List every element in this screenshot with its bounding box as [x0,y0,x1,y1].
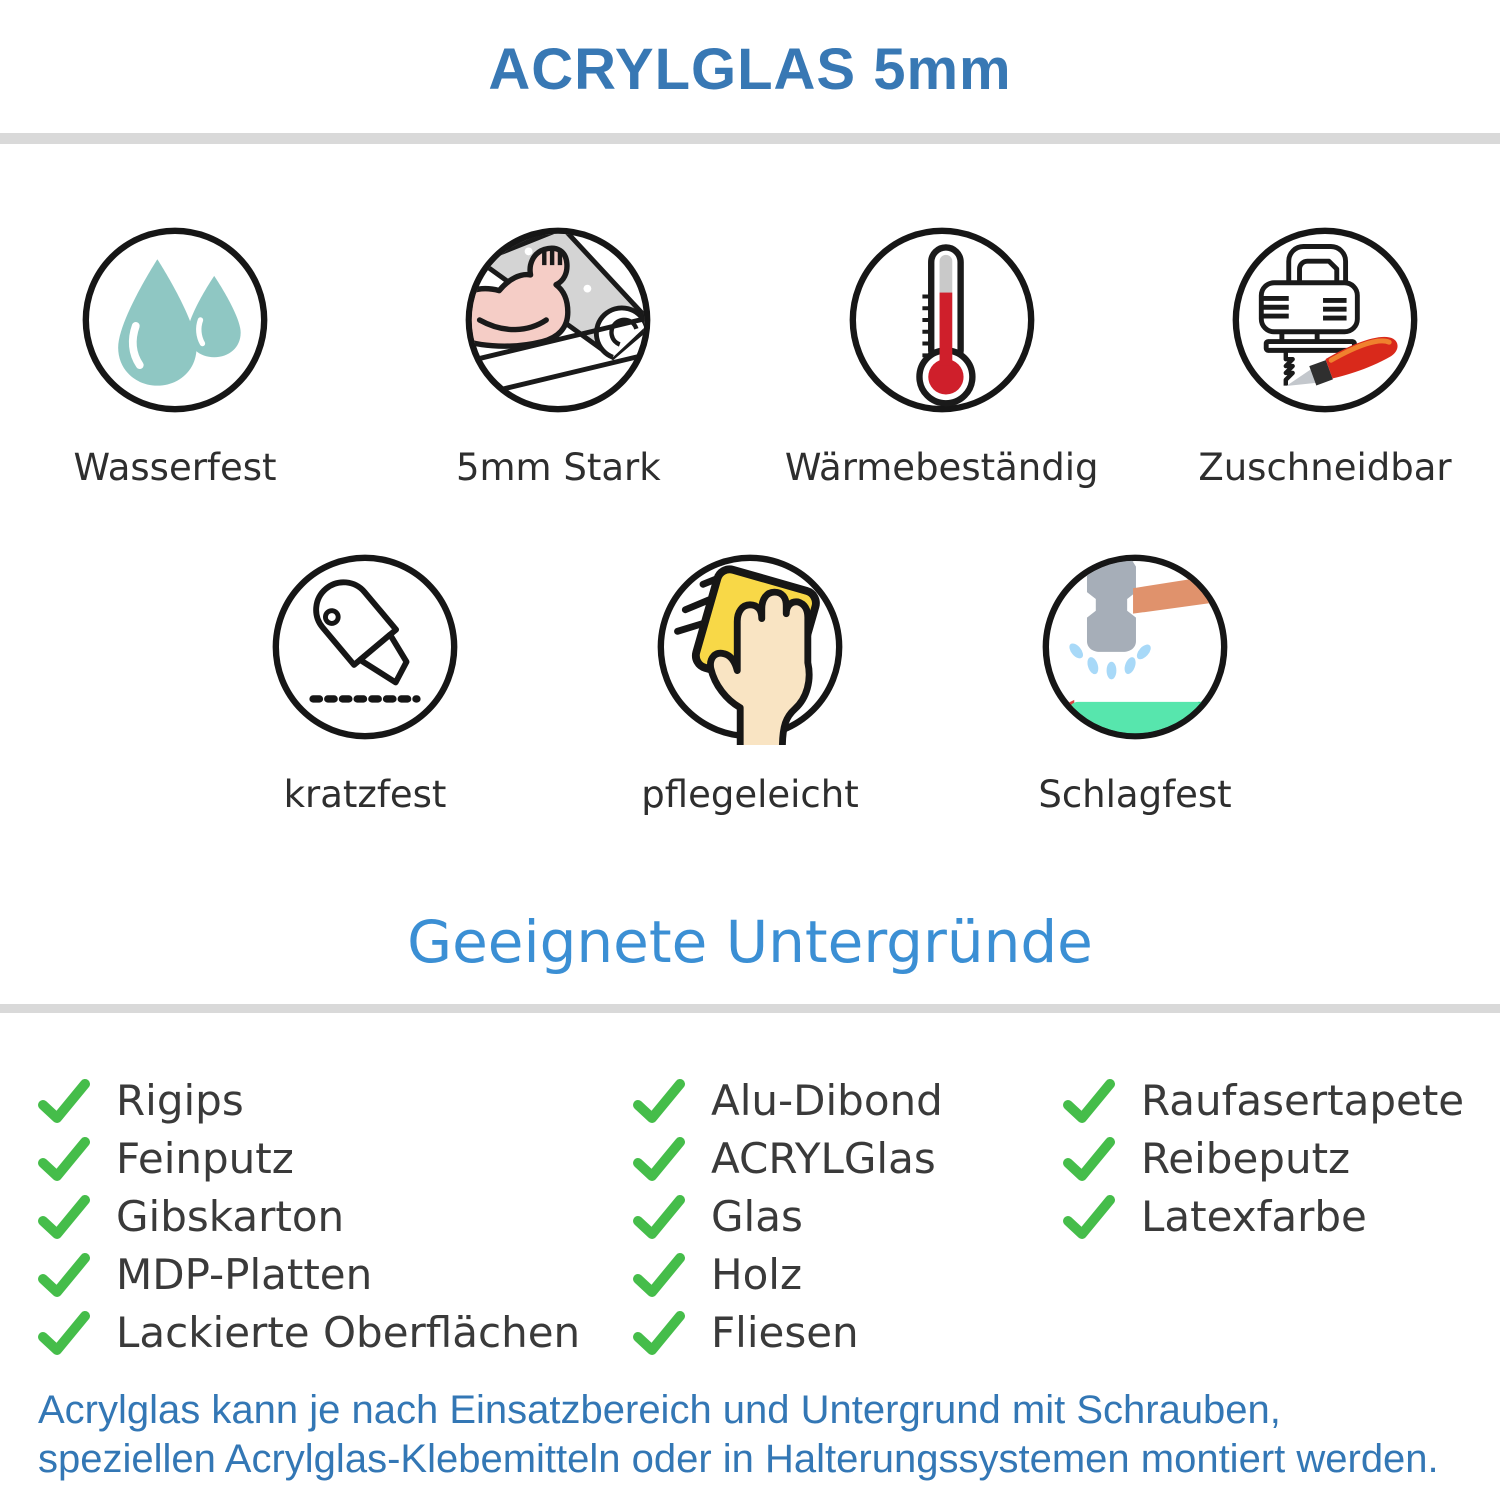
footer-line-2: speziellen Acrylglas-Klebemitteln oder in Halterungssystemen montiert werden. [38,1436,1439,1481]
check-icon [38,1249,90,1301]
substrate-label: Glas [711,1192,803,1242]
substrates-heading: Geeignete Untergründe [407,908,1093,976]
feature-label: Schlagfest [1038,773,1232,816]
substrate-label: Feinputz [116,1134,294,1184]
check-icon [633,1249,685,1301]
feature-label: Wasserfest [73,446,277,489]
substrate-label: Lackierte Oberflächen [116,1308,581,1358]
substrate-item [633,1072,1063,1130]
check-icon [38,1307,90,1359]
substrate-item [633,1246,1063,1304]
hand-wiping-cloth-icon [652,549,848,745]
feature-schlagfest [970,549,1300,816]
features-row-2 [0,549,1500,816]
substrate-item [633,1130,1063,1188]
hammer-impact-icon [1037,549,1233,745]
feature-zuschneidbar [1160,222,1490,489]
check-icon [38,1133,90,1185]
feature-label: 5mm Stark [455,446,661,489]
substrate-label: Gibskarton [116,1192,345,1242]
substrate-label: Holz [711,1250,802,1300]
check-icon [633,1307,685,1359]
substrates-column-1 [38,1072,633,1362]
substrates-column-3 [1063,1072,1500,1362]
substrate-item [38,1188,633,1246]
check-icon [38,1075,90,1127]
feature-label: pflegeleicht [641,773,859,816]
feature-5mm-stark [393,222,723,489]
substrates-column-2 [633,1072,1063,1362]
feature-label: Zuschneidbar [1198,446,1452,489]
page-title: ACRYLGLAS 5mm [488,37,1012,102]
footer-note [38,1386,1500,1484]
substrate-item [633,1304,1063,1362]
check-icon [633,1191,685,1243]
substrate-item [38,1246,633,1304]
jigsaw-cutter-icon [1227,222,1423,418]
feature-kratzfest [200,549,530,816]
substrate-label: Rigips [116,1076,244,1126]
substrate-item [1063,1188,1500,1246]
water-drops-icon [77,222,273,418]
substrates-section [0,1072,1500,1362]
thermometer-icon [844,222,1040,418]
check-icon [1063,1191,1115,1243]
substrate-label: Alu-Dibond [711,1076,943,1126]
substrate-item [1063,1130,1500,1188]
substrate-item [38,1130,633,1188]
substrate-item [633,1188,1063,1246]
substrate-label: Latexfarbe [1141,1192,1367,1242]
features-row-1 [0,222,1500,489]
substrate-label: Fliesen [711,1308,859,1358]
substrate-label: ACRYLGlas [711,1134,936,1184]
check-icon [1063,1133,1115,1185]
feature-label: Wärmebeständig [784,446,1099,489]
features-section [0,222,1500,816]
check-icon [38,1191,90,1243]
divider-top [0,133,1500,144]
substrate-item [1063,1072,1500,1130]
feature-waermebestaendig [777,222,1107,489]
substrate-item [38,1304,633,1362]
substrate-label: Raufasertapete [1141,1076,1465,1126]
substrate-item [38,1072,633,1130]
check-icon [633,1075,685,1127]
check-icon [1063,1075,1115,1127]
flexed-arm-rolled-sheet-icon [460,222,656,418]
feature-wasserfest [10,222,340,489]
footer-line-1: Acrylglas kann je nach Einsatzbereich und Untergrund mit Schrauben, [38,1387,1281,1432]
utility-knife-icon [267,549,463,745]
substrate-label: Reibeputz [1141,1134,1351,1184]
feature-label: kratzfest [283,773,447,816]
feature-pflegeleicht [585,549,915,816]
check-icon [633,1133,685,1185]
divider-middle [0,1004,1500,1013]
substrate-label: MDP-Platten [116,1250,373,1300]
